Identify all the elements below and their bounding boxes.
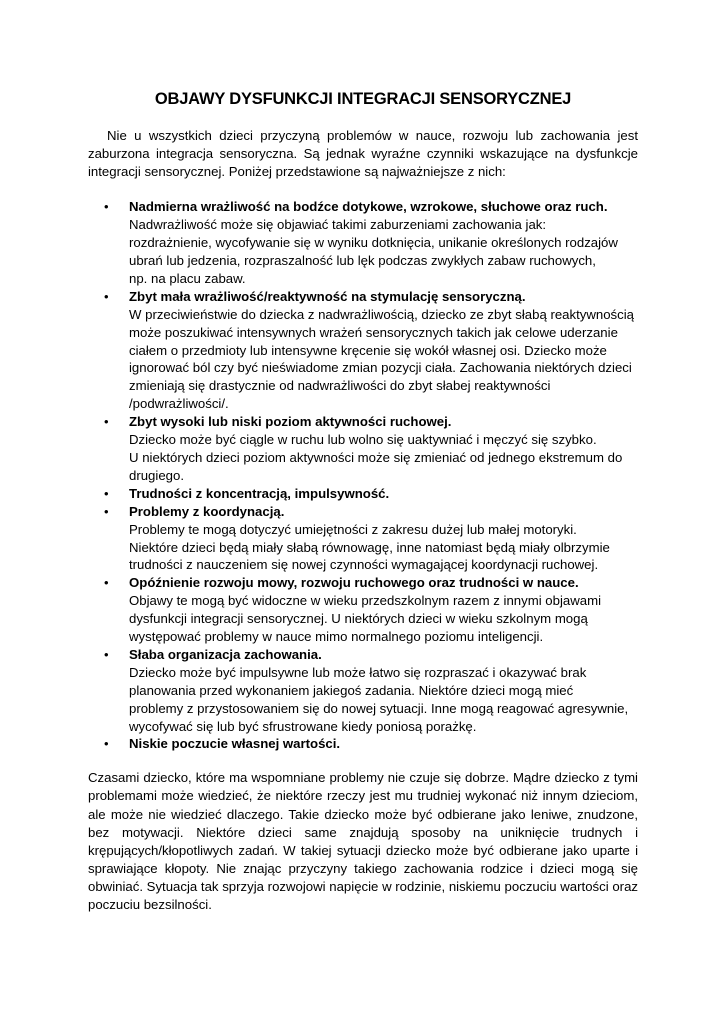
- list-item-text: drugiego.: [129, 467, 184, 483]
- list-item-title: Trudności z koncentracją, impulsywność.: [129, 485, 390, 501]
- list-item-title: Niskie poczucie własnej wartości.: [129, 736, 341, 752]
- bullet-icon: •: [104, 736, 109, 752]
- bullet-icon: •: [104, 288, 109, 304]
- bullet-icon: •: [104, 485, 109, 501]
- list-item: [88, 198, 638, 288]
- list-item: [88, 735, 638, 753]
- symptom-list: [88, 198, 638, 753]
- list-item-text: wycofywać się lub być sfrustrowane kiedy poniosą porażkę.: [129, 718, 477, 734]
- intro-paragraph: Nie u wszystkich dzieci przyczyną problemów w nauce, rozwoju lub zachowania jest zaburzona integracja sensoryczna. Są jednak wyraźne czynniki wskazujące na dysfunkcje integracji sensorycznej. Poniżej przedstawione są najważniejsze z nich:: [88, 128, 638, 180]
- list-item-title: Nadmierna wrażliwość na bodźce dotykowe, wzrokowe, słuchowe oraz ruch.: [129, 199, 608, 215]
- bullet-icon: •: [104, 414, 109, 430]
- list-item-text: /podwrażliwości/.: [129, 396, 229, 412]
- list-item-text: Niektóre dzieci będą miały słabą równowagę, inne natomiast będą miały olbrzymie: [129, 539, 610, 555]
- list-item-text: Objawy te mogą być widoczne w wieku przedszkolnym razem z innymi objawami: [129, 593, 601, 609]
- list-item-text: występować problemy w nauce mimo normalnego poziomu inteligencji.: [129, 629, 544, 645]
- list-item-text: ciałem o przedmioty lub intensywne kręcenie się wokół własnej osi. Dziecko może: [129, 342, 607, 358]
- list-item-text: np. na placu zabaw.: [129, 270, 246, 286]
- list-item-text: zmieniają się drastycznie od nadwrażliwości do zbyt słabej reaktywności: [129, 378, 551, 394]
- bullet-icon: •: [104, 646, 109, 662]
- list-item-text: trudności z nauczeniem się nowej czynności wymagającej koordynacji ruchowej.: [129, 557, 599, 573]
- bullet-icon: •: [104, 503, 109, 519]
- page-title: OBJAWY DYSFUNKCJI INTEGRACJI SENSORYCZNEJ: [154, 90, 572, 108]
- list-item-text: Dziecko może być impulsywne lub może łatwo się rozpraszać i okazywać brak: [129, 664, 587, 680]
- list-item-title: Opóźnienie rozwoju mowy, rozwoju ruchowego oraz trudności w nauce.: [129, 575, 579, 591]
- list-item: [88, 413, 638, 485]
- list-item-text: ubrań lub jedzenia, rozpraszalność lub lęk podczas zwykłych zabaw ruchowych,: [129, 253, 596, 268]
- closing-paragraph: Czasami dziecko, które ma wspomniane problemy nie czuje się dobrze. Mądre dziecko z tymi problemami może wiedzieć, że niektóre rzeczy jest mu trudniej wykonać niż innym dzieciom, ale może nie wiedzieć dlaczego. Takie dziecko może być odbierane jako leniwe, znudzone, bez motywacji. Niektóre dzieci same znajdują sposoby na uniknięcie trudnych i krępujących/kłopotliwych zadań. W takiej sytuacji dziecko może być odbierane jako uparte i sprawiające kłopoty. Nie znając przyczyny takiego zachowania rodzice i dzieci mogą się obwiniać. Sytuacja tak sprzyja rozwojowi napięcie w rodzinie, niskiemu poczuciu wartości oraz poczuciu bezsilności.: [88, 770, 638, 913]
- document-page: [88, 90, 638, 914]
- list-item-title: Zbyt mała wrażliwość/reaktywność na stymulację sensoryczną.: [129, 288, 526, 304]
- list-item: [88, 288, 638, 413]
- list-item-text: dysfunkcji integracji sensorycznej. U niektórych dzieci w wieku szkolnym mogą: [129, 611, 588, 627]
- list-item: [88, 646, 638, 736]
- list-item-text: Problemy te mogą dotyczyć umiejętności z zakresu dużej lub małej motoryki.: [129, 521, 577, 537]
- list-item-title: Problemy z koordynacją.: [129, 503, 285, 519]
- bullet-icon: •: [104, 575, 109, 591]
- list-item-text: może poszukiwać intensywnych wrażeń sensorycznych takich jak celowe uderzanie: [129, 324, 618, 340]
- list-item: [88, 503, 638, 575]
- list-item-title: Słaba organizacja zachowania.: [129, 646, 322, 662]
- list-item-text: problemy z przystosowaniem się do nowej sytuacji. Inne mogą reagować agresywnie,: [129, 700, 629, 716]
- list-item-text: rozdrażnienie, wycofywanie się w wyniku dotknięcia, unikanie określonych rodzajów: [129, 235, 618, 251]
- list-item-title: Zbyt wysoki lub niski poziom aktywności ruchowej.: [129, 414, 452, 430]
- list-item-text: planowania przed wykonaniem jakiegoś zadania. Niektóre dzieci mogą mieć: [129, 682, 574, 698]
- list-item: [88, 485, 638, 503]
- list-item: [88, 574, 638, 646]
- list-item-text: Dziecko może być ciągle w ruchu lub wolno się uaktywniać i męczyć się szybko.: [129, 432, 597, 448]
- list-item-text: U niektórych dzieci poziom aktywności może się zmieniać od jednego ekstremum do: [129, 449, 623, 465]
- list-item-text: Nadwrażliwość może się objawiać takimi zaburzeniami zachowania jak:: [129, 217, 547, 233]
- list-item-text: ignorować ból czy być nieświadome zmian pozycji ciała. Zachowania niektórych dzieci: [129, 360, 632, 376]
- bullet-icon: •: [104, 199, 109, 215]
- list-item-text: W przeciwieństwie do dziecka z nadwrażliwością, dziecko ze zbyt słabą reaktywnością: [129, 306, 634, 322]
